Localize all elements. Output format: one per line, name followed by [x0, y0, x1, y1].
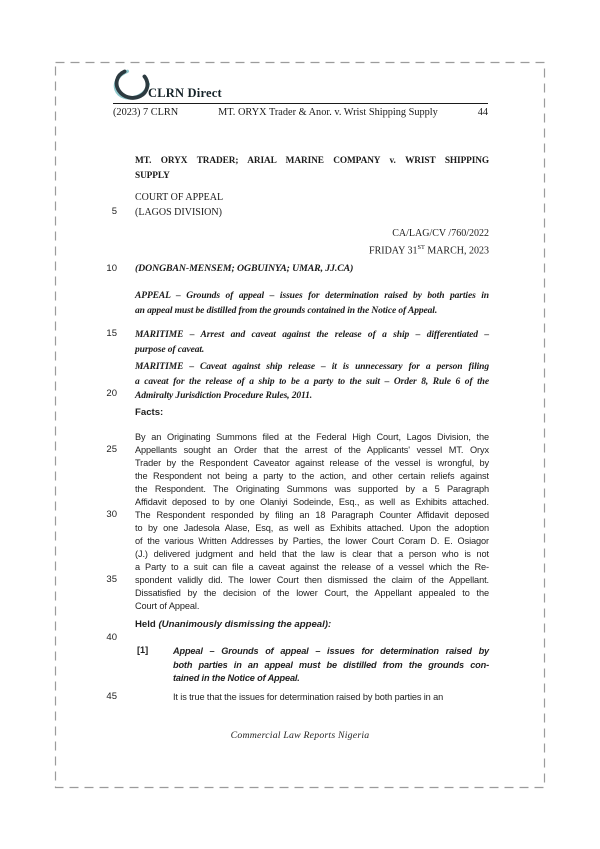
- running-header: [113, 107, 488, 118]
- case-title: MT. ORYX TRADER; ARIAL MARINE COMPANY v. WRIST SHIPPING SUPPLY: [135, 156, 489, 181]
- citation-label: (2023) 7 CLRN: [113, 107, 179, 118]
- facts-paragraph: By an Originating Summons filed at the Federal High Court, Lagos Division, the Appellants sought an Order that the arrest of the Applicants' vessel MT. Oryx Trader by the Respondent Caveator against release of the vessel is wrongful, by the Respondent not being a party to the action, and other certain reliefs against the Respondent. The Originating Summons was supported by a 5 Paragraph Affidavit deposed to by one Olaniyi Sodeinde, Esq., as well as Exhibits attached. The Respondent responded by filing an 18 Paragraph Counter Affidavit deposed to by one Jadesola Alase, Esq, as well as Exhibits attached. Upon the adoption of the various Written Addresses by Parties, the lower Court Coram D. E. Osiagor (J.) delivered judgment and held that the law is clear that a person who is not a Party to a suit can file a caveat against the release of a vessel which the Re- spondent validly did. The lower Court then dismissed the claim of the Appellant. Dissatisfied by the decision of the lower Court, the Appellant appealed to the Court of Appeal.: [135, 432, 489, 611]
- line-number: 20: [106, 388, 117, 399]
- footer-imprint: Commercial Law Reports Nigeria: [230, 730, 370, 741]
- line-number: 10: [106, 263, 117, 274]
- suit-reference: [135, 227, 489, 258]
- court-name: COURT OF APPEAL (LAGOS DIVISION): [135, 192, 224, 218]
- catchword-maritime-arrest: MARITIME – Arrest and caveat against the release of a ship – differentiated – purpose of caveat.: [135, 330, 489, 355]
- running-title: MT. ORYX Trader & Anor. v. Wrist Shipping Supply: [218, 107, 438, 118]
- page-number: 44: [477, 107, 488, 118]
- line-number: 30: [106, 509, 117, 520]
- body-paragraph: It is true that the issues for determination raised by both parties in an: [173, 692, 444, 702]
- held-heading: Held (Unanimously dismissing the appeal):: [135, 619, 332, 630]
- line-number: 45: [106, 691, 117, 702]
- catchword-maritime-caveat: MARITIME – Caveat against ship release – it is unnecessary for a person filing a caveat for the release of a ship to be a party to the suit – Order 8, Rule 6 of the Admiralty Jurisdiction Procedure Rules, 2011.: [135, 362, 489, 401]
- suit-number: CA/LAG/CV /760/2022: [392, 228, 489, 239]
- coram-judges: (DONGBAN-MENSEM; OGBUINYA; UMAR, JJ.CA): [135, 263, 354, 274]
- holding-1: [135, 645, 489, 686]
- line-number: 40: [106, 632, 117, 643]
- line-number: 5: [111, 206, 117, 217]
- judgment-date: FRIDAY 31ST MARCH, 2023: [369, 244, 489, 257]
- holding-text: Appeal – Grounds of appeal – issues for determination raised by both parties in an appeal must be distilled from the grounds con- tained in the Notice of Appeal.: [173, 646, 489, 683]
- held-qualifier: (Unanimously dismissing the appeal):: [158, 619, 332, 630]
- header-rule: [113, 103, 488, 104]
- holding-number: [1]: [137, 645, 149, 655]
- catchword-appeal: APPEAL – Grounds of appeal – issues for determination raised by both parties in an appeal must be distilled from the grounds contained in the Notice of Appeal.: [135, 291, 489, 316]
- facts-heading: Facts:: [135, 407, 164, 418]
- line-number: 15: [106, 328, 117, 339]
- brand-name: CLRN Direct: [148, 86, 222, 100]
- line-number: 25: [106, 444, 117, 455]
- line-number: 35: [106, 574, 117, 585]
